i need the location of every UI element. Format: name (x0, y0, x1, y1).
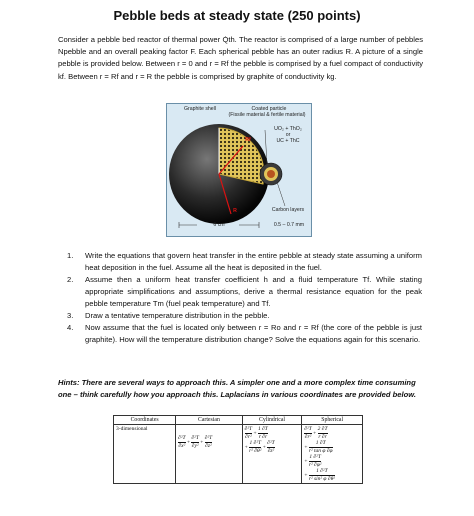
rf-label: Rf (245, 137, 251, 143)
diameter-label: 6 cm (213, 222, 225, 228)
table-header: Spherical (302, 416, 363, 425)
spherical-laplacian: $\frac{\text{∂²T}}{\text{∂r²}}$ + $\frac{2 \partial T}{r \partial r}$ + $\frac{1 \partial T}{\text{r² tan φ ∂φ}}$ + $\frac{\text{1 ∂²T}}{\text{r² ∂φ²}}$ + $\frac{\text{1 ∂²T}}{\text{r² sin² φ ∂θ²}}$ (302, 425, 363, 484)
pebble-figure (166, 103, 312, 237)
fuel-option-3: UC + ThC (276, 138, 300, 144)
table-header: Cartesian (176, 416, 243, 425)
coated-particle-note: (Fissile material & fertile material) (228, 112, 306, 118)
graphite-shell-label: Graphite shell (183, 106, 216, 112)
list-item: 3. Draw a tentative temperature distribution in the pebble. (67, 311, 270, 320)
page-title: Pebble beds at steady state (250 points) (113, 8, 361, 23)
list-item: 1. Write the equations that govern heat transfer in the entire pebble at steady state assuming a uniform heat deposition in the fuel. Assume all the heat is deposited in the fuel. (67, 251, 422, 272)
carbon-layers-label: Carbon layers (271, 207, 305, 213)
laplacian-table (113, 415, 363, 484)
task-list (67, 250, 422, 346)
fuel-option-1: UO₂ + ThO₂ (274, 126, 302, 132)
list-item: 4. Now assume that the fuel is located only between r = Ro and r = Rf (the core of the pebble is just graphite). How will the temperature distribution change? Solve the equations again for this scenario. (67, 323, 422, 344)
hints-paragraph: Hints: There are several ways to approach this. A simpler one and a more complex time consuming one – think carefully how you approach this. Laplacians in various coordinates are provided below. (58, 378, 416, 399)
table-header: Cylindrical (242, 416, 302, 425)
coated-particle-label: Coated particle (251, 106, 287, 112)
cylindrical-laplacian: $\frac{\text{∂²T}}{\text{∂r²}}$ + $\frac{1 \partial T}{r \partial r}$ + $\frac{\text{1 ∂²T}}{\text{r² ∂θ²}}$ + $\frac{\text{∂²T}}{\text{∂z²}}$ (242, 425, 302, 484)
intro-paragraph: Consider a pebble bed reactor of thermal power Q̇th. The reactor is comprised of a large number of pebbles Npebble and an overall peaking factor F. Each spherical pebble has an outer radius R. A picture of a single pebble is provided below. Between r = 0 and r = Rf the pebble is comprised by a fuel compact of conductivity kf. Between r = Rf and r = R the pebble is comprised by graphite of conductivity kg. (58, 35, 423, 81)
fuel-zone-cutaway (219, 128, 264, 184)
pebble-diagram (167, 104, 311, 236)
fuel-option-2: or (285, 132, 291, 138)
layer-size-label: 0.5 – 0.7 mm (273, 222, 305, 228)
list-item: 2. Assume then a uniform heat transfer coefficient h and a fluid temperature Tf. While stating appropriate simplifications and assumptions, derive a thermal resistance equation for the peak pebble temperature Tm (fuel peak temperature) and Tf. (67, 275, 422, 308)
table-header: Coordinates (114, 416, 176, 425)
table-row-label: 3-dimensional (114, 425, 176, 484)
cartesian-laplacian: $\frac{\text{∂²T}}{\text{∂x²}}$ + $\frac{\text{∂²T}}{\text{∂y²}}$ + $\frac{\text{∂²T}}{\text{∂z²}}$ (176, 425, 243, 484)
table-row (114, 425, 363, 484)
r-label: R (233, 208, 237, 214)
